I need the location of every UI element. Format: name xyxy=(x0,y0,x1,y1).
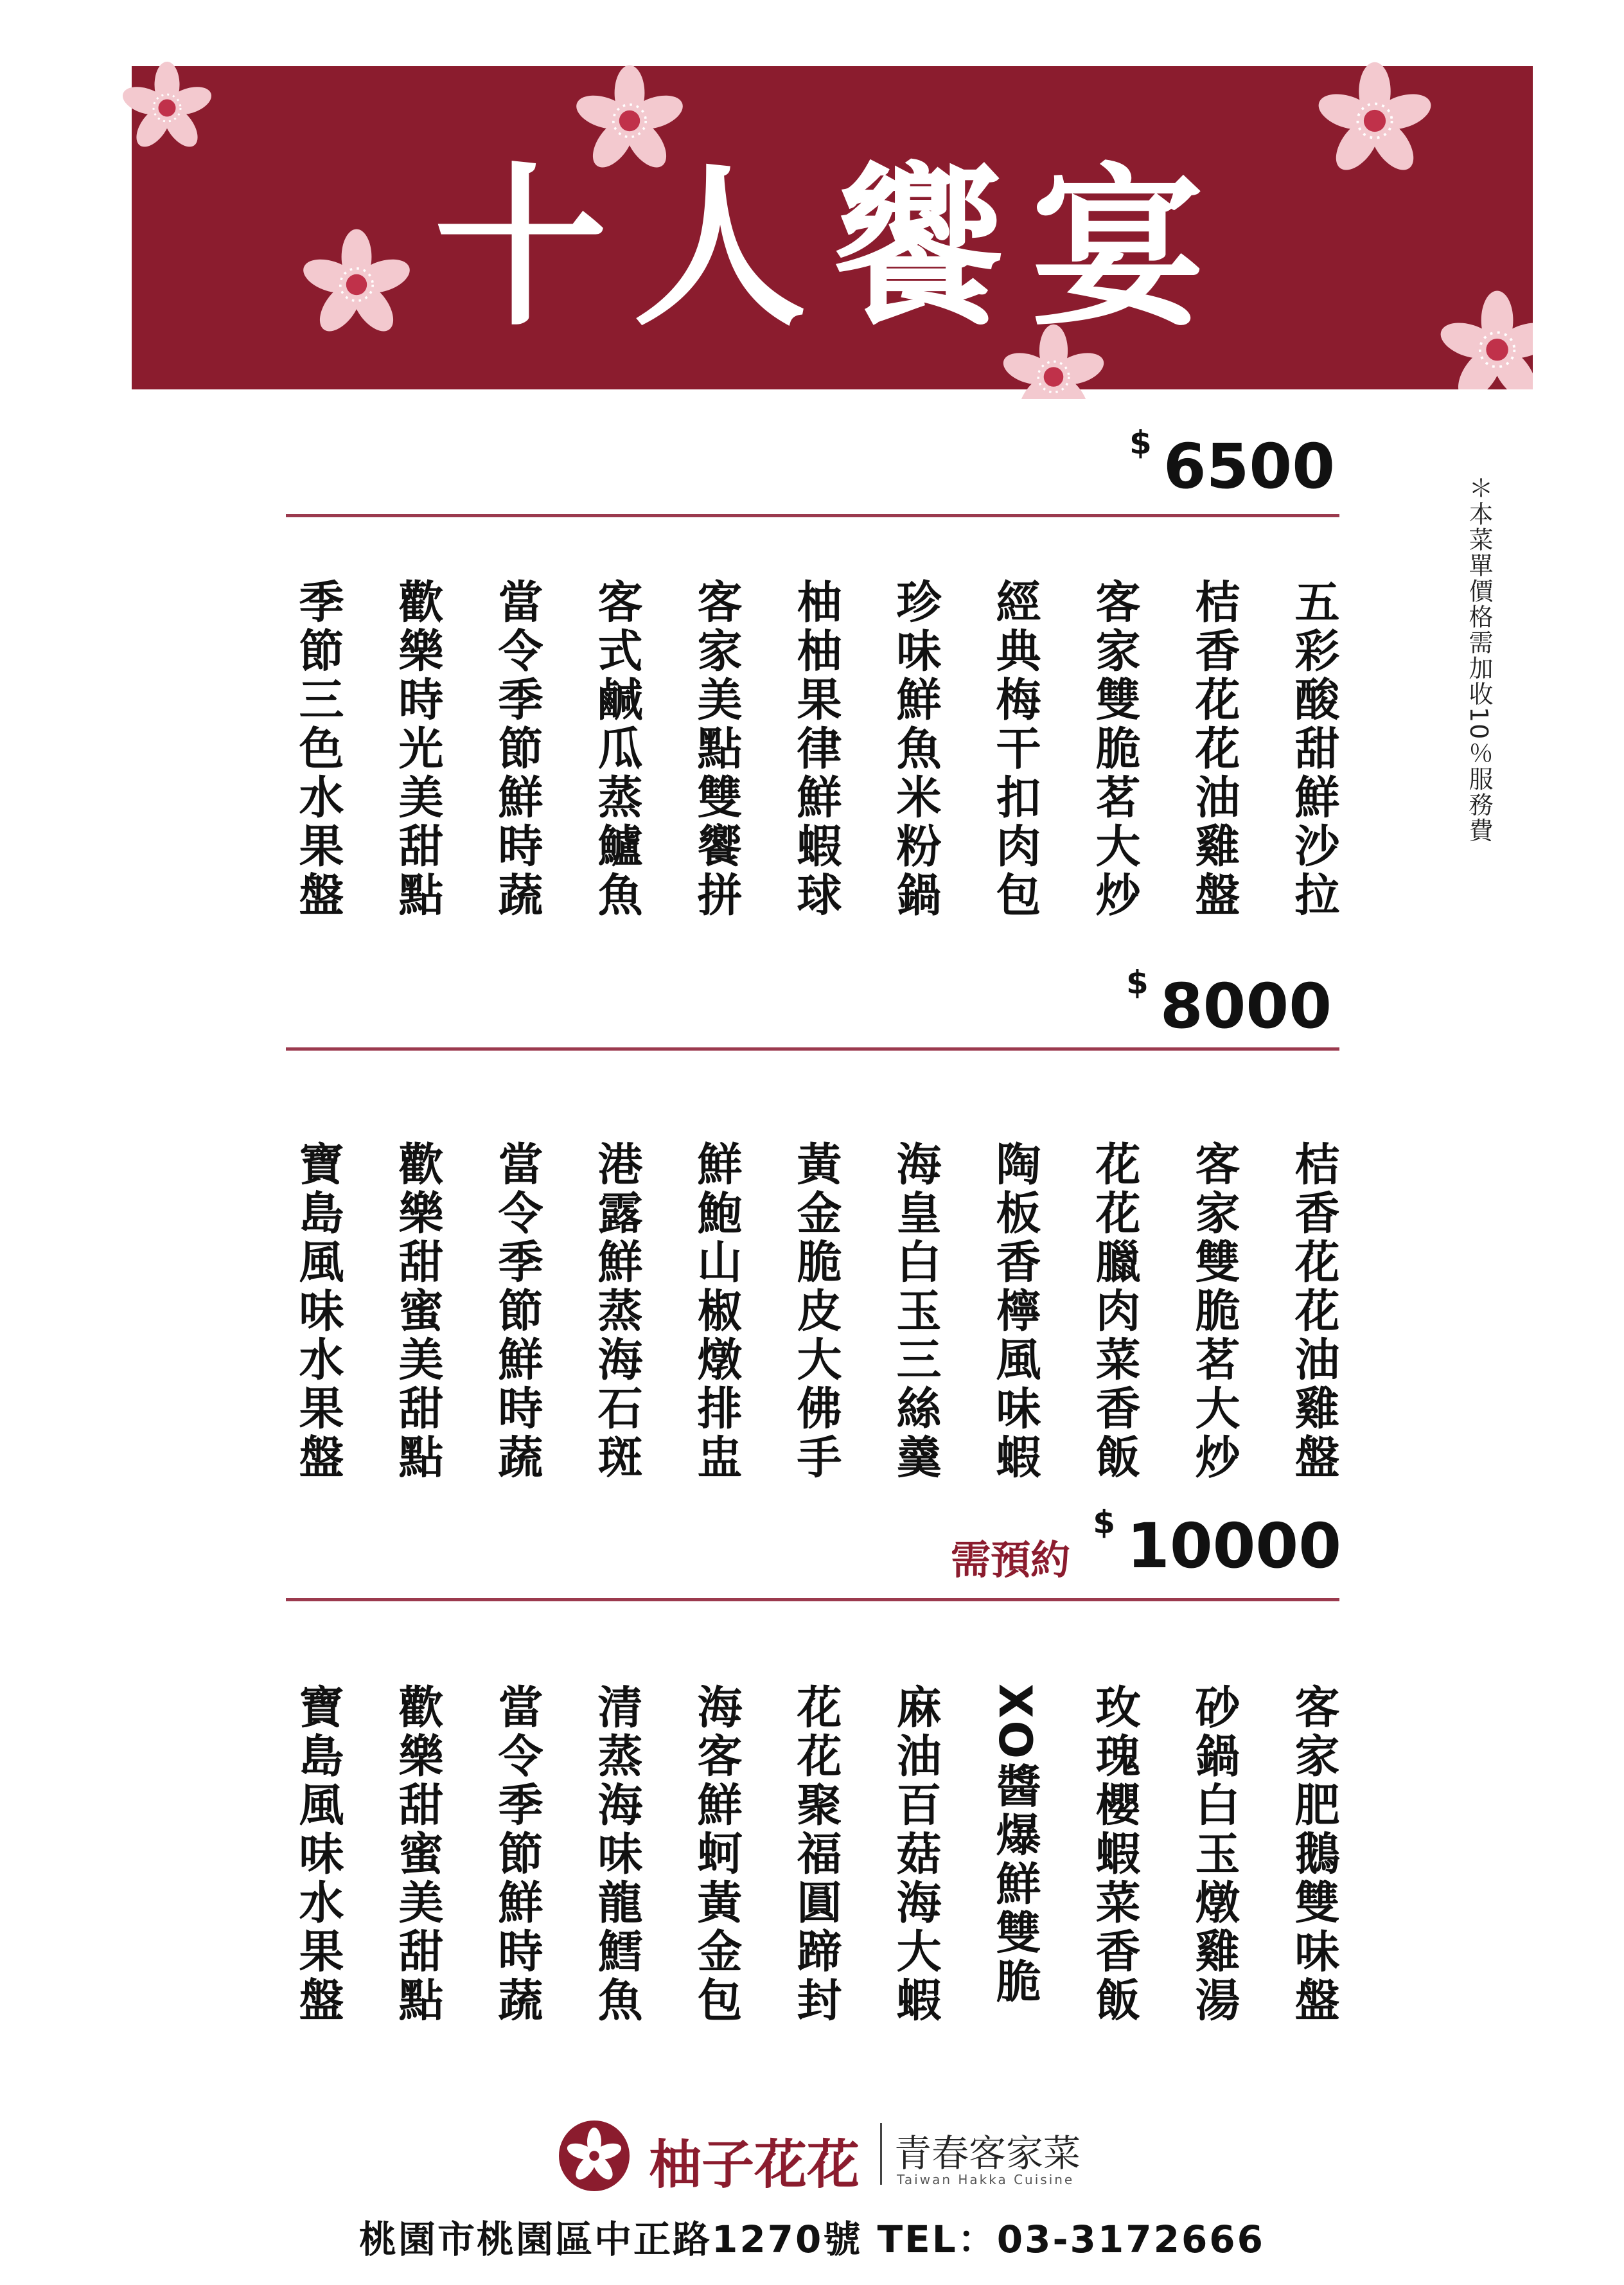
price-label xyxy=(1126,964,1332,1042)
dish-item: 砂鍋白玉燉雞湯 xyxy=(1188,1684,1240,2025)
logo-divider xyxy=(880,2123,882,2185)
dish-item: 五彩酸甜鮮沙拉 xyxy=(1287,578,1340,920)
dish-item: 麻油百菇海大蝦 xyxy=(889,1684,942,2025)
section-divider xyxy=(286,1598,1339,1601)
dish-item: 珍味鮮魚米粉鍋 xyxy=(889,578,942,920)
currency-symbol: $ xyxy=(1126,964,1149,1001)
dish-list xyxy=(292,1141,1339,1482)
price-label xyxy=(1129,424,1335,502)
dish-item: 鮮鮑山椒燉排盅 xyxy=(690,1141,743,1482)
brand-subtitle: 青春客家菜 xyxy=(894,2131,1081,2175)
brand-logo xyxy=(559,2109,1081,2196)
section-divider xyxy=(286,514,1339,517)
dish-item: 客家肥鵝雙味盤 xyxy=(1287,1684,1340,2025)
title-banner xyxy=(132,66,1533,389)
dish-item: 經典梅干扣肉包 xyxy=(989,578,1041,920)
dish-item: 黃金脆皮大佛手 xyxy=(790,1141,842,1482)
dish-item: 海皇白玉三絲羹 xyxy=(889,1141,942,1482)
dish-item: 客家雙脆茗大炒 xyxy=(1188,1141,1240,1482)
dish-item: 歡樂時光美甜點 xyxy=(391,578,444,920)
dish-item: 當令季節鮮時蔬 xyxy=(491,1684,543,2025)
dish-item: 港露鮮蒸海石斑 xyxy=(590,1141,643,1482)
dish-item: 客家美點雙饗拼 xyxy=(690,578,743,920)
dish-item: 桔香花花油雞盤 xyxy=(1287,1141,1340,1482)
dish-item: 客式鹹瓜蒸鱸魚 xyxy=(590,578,643,920)
dish-list xyxy=(292,1684,1339,2025)
dish-item: 花花臘肉菜香飯 xyxy=(1088,1141,1141,1482)
dish-item: 客家雙脆茗大炒 xyxy=(1088,578,1141,920)
dish-list xyxy=(292,578,1339,920)
currency-symbol: $ xyxy=(1093,1504,1116,1541)
footer-address: 桃園市桃園區中正路1270號 TEL：03-3172666 xyxy=(358,2218,1266,2261)
dish-item: 桔香花花油雞盤 xyxy=(1188,578,1240,920)
price-value: 8000 xyxy=(1160,970,1332,1042)
dish-item: 陶板香檸風味蝦 xyxy=(989,1141,1041,1482)
dish-item: 歡樂甜蜜美甜點 xyxy=(391,1141,444,1482)
price-value: 6500 xyxy=(1163,431,1335,502)
dish-item: 寶島風味水果盤 xyxy=(292,1684,344,2025)
page-title: 十人饗宴 xyxy=(434,147,1231,350)
section-divider xyxy=(286,1047,1339,1051)
dish-item: XO醬爆鮮雙脆 xyxy=(989,1684,1041,2007)
brand-name: 柚子花花 xyxy=(649,2134,860,2196)
dish-item: 季節三色水果盤 xyxy=(292,578,344,920)
dish-item: 柚柚果律鮮蝦球 xyxy=(790,578,842,920)
brand-tagline: Taiwan Hakka Cuisine xyxy=(897,2172,1075,2187)
price-label xyxy=(1093,1504,1341,1582)
dish-item: 海客鮮蚵黃金包 xyxy=(690,1684,743,2025)
dish-item: 當令季節鮮時蔬 xyxy=(491,1141,543,1482)
price-value: 10000 xyxy=(1127,1510,1341,1582)
flower-icon xyxy=(559,2121,630,2191)
dish-item: 當令季節鮮時蔬 xyxy=(491,578,543,920)
dish-item: 玫瑰櫻蝦菜香飯 xyxy=(1088,1684,1141,2025)
dish-item: 清蒸海味龍鱈魚 xyxy=(590,1684,643,2025)
dish-item: 歡樂甜蜜美甜點 xyxy=(391,1684,444,2025)
dish-item: 花花聚福圓蹄封 xyxy=(790,1684,842,2025)
dish-item: 寶島風味水果盤 xyxy=(292,1141,344,1482)
currency-symbol: $ xyxy=(1129,424,1152,461)
service-charge-note: ＊本菜單價格需加收10％服務費 xyxy=(1465,476,1493,844)
logo-circle xyxy=(559,2121,630,2191)
reservation-required-label: 需預約 xyxy=(951,1536,1071,1583)
